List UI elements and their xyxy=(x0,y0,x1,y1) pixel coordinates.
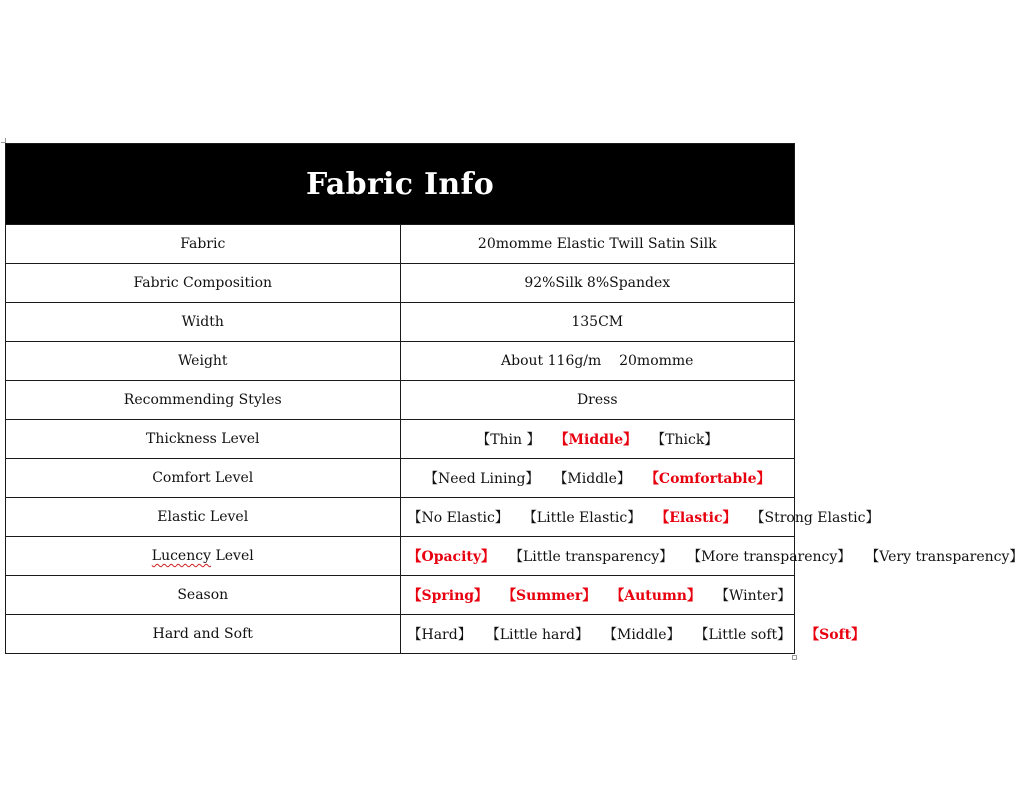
option-selected: 【Elastic】 xyxy=(655,510,737,526)
option: 【Middle】 xyxy=(553,471,631,487)
option-selected: 【Soft】 xyxy=(805,627,866,643)
option: 【Strong Elastic】 xyxy=(750,510,880,526)
option: 【Hard】 xyxy=(407,627,472,643)
option: 【More transparency】 xyxy=(687,549,852,565)
option-selected: 【Spring】 xyxy=(407,588,489,604)
row-label: Thickness Level xyxy=(6,420,401,459)
row-label: Comfort Level xyxy=(6,459,401,498)
option-selected: 【Autumn】 xyxy=(610,588,701,604)
row-label: Fabric xyxy=(6,225,401,264)
option-list xyxy=(400,498,880,537)
row-label-suffix: Level xyxy=(211,548,254,564)
row-label xyxy=(6,537,401,576)
option: 【Thin 】 xyxy=(476,432,541,448)
spellcheck-underlined-word: Lucency xyxy=(151,548,211,564)
option: 【No Elastic】 xyxy=(407,510,509,526)
option: 【Little soft】 xyxy=(694,627,792,643)
option-list xyxy=(400,537,1024,576)
option-list xyxy=(400,420,795,459)
table-row-hard-and-soft xyxy=(6,615,795,654)
row-label: Weight xyxy=(6,342,401,381)
option-list xyxy=(400,459,795,498)
table-row-fabric-composition xyxy=(6,264,795,303)
table-row-season xyxy=(6,576,795,615)
option: 【Little hard】 xyxy=(485,627,589,643)
table-row-recommending-styles xyxy=(6,381,795,420)
row-label: Width xyxy=(6,303,401,342)
row-value: 20momme Elastic Twill Satin Silk xyxy=(400,225,795,264)
option: 【Little Elastic】 xyxy=(522,510,642,526)
table-title: Fabric Info xyxy=(6,144,795,225)
option-list xyxy=(400,576,795,615)
option: 【Very transparency】 xyxy=(865,549,1024,565)
option-selected: 【Opacity】 xyxy=(407,549,495,565)
row-label: Elastic Level xyxy=(6,498,401,537)
row-value: 92%Silk 8%Spandex xyxy=(400,264,795,303)
row-label: Recommending Styles xyxy=(6,381,401,420)
table-row-comfort-level xyxy=(6,459,795,498)
table-row-elastic-level xyxy=(6,498,795,537)
table-row-fabric xyxy=(6,225,795,264)
table-row-thickness-level xyxy=(6,420,795,459)
table-row-lucency-level xyxy=(6,537,795,576)
fabric-info-table xyxy=(5,143,1024,654)
option-selected: 【Middle】 xyxy=(554,432,638,448)
title-row xyxy=(6,144,795,225)
option-selected: 【Summer】 xyxy=(502,588,597,604)
resize-handle-bottom-right xyxy=(792,655,797,660)
row-value: 135CM xyxy=(400,303,795,342)
row-label: Fabric Composition xyxy=(6,264,401,303)
row-value: Dress xyxy=(400,381,795,420)
option: 【Need Lining】 xyxy=(423,471,540,487)
row-value: About 116g/m 20momme xyxy=(400,342,795,381)
option: 【Little transparency】 xyxy=(509,549,674,565)
row-label: Hard and Soft xyxy=(6,615,401,654)
table-row-width xyxy=(6,303,795,342)
option: 【Thick】 xyxy=(651,432,719,448)
option-selected: 【Comfortable】 xyxy=(644,471,771,487)
option-list xyxy=(400,615,866,654)
table-row-weight xyxy=(6,342,795,381)
option: 【Winter】 xyxy=(714,588,792,604)
row-label: Season xyxy=(6,576,401,615)
option: 【Middle】 xyxy=(602,627,681,643)
